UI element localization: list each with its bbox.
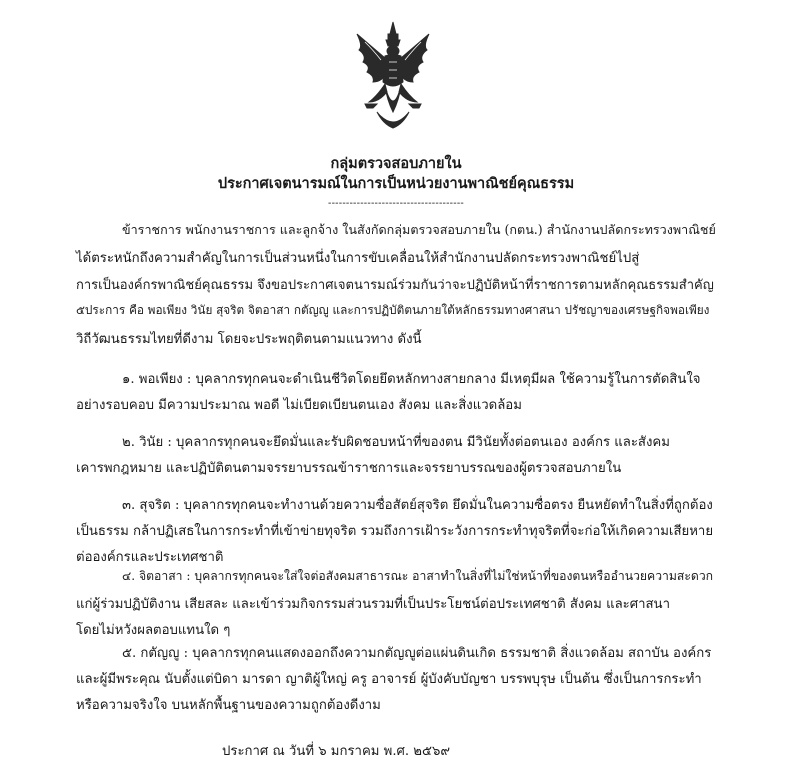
item-line: ๑. พอเพียง : บุคลากรทุกคนจะดำเนินชีวิตโดยยึดหลักทางสายกลาง มีเหตุมีผล ใช้ความรู้ในการตัดสินใจ — [122, 372, 701, 387]
item-line: ๒. วินัย : บุคลากรทุกคนจะยึดมั่นและรับผิดชอบหน้าที่ของตน มีวินัยทั้งต่อตนเอง องค์กร และสังคม — [122, 435, 670, 450]
item-line: ๕. กตัญญู : บุคลากรทุกคนแสดงออกถึงความกตัญญูต่อแผ่นดินเกิด ธรรมชาติ สิ่งแวดล้อม สถาบัน องค์กร — [122, 646, 712, 661]
item-line: ๓. สุจริต : บุคลากรทุกคนจะทำงานด้วยความซื่อสัตย์สุจริต ยึดมั่นในความซื่อตรง ยืนหยัดทำในสิ่งที่ถูกต้อง — [122, 498, 713, 513]
item-line: หรือความจริงใจ บนหลักพื้นฐานของความถูกต้องดีงาม — [76, 698, 381, 713]
title-divider: -------------------------------------- — [328, 198, 464, 209]
item-line: และผู้มีพระคุณ นับตั้งแต่บิดา มารดา ญาติผู้ใหญ่ ครู อาจารย์ ผู้บังคับบัญชา บรรพบุรุษ เป็นต้น ซึ่งเป็นการกระทำ — [76, 672, 702, 687]
intro-line: วิถีวัฒนธรรมไทยที่ดีงาม โดยจะประพฤติตนตามแนวทาง ดังนี้ — [76, 332, 422, 347]
item-line: เป็นธรรม กล้าปฏิเสธในการกระทำที่เข้าข่ายทุจริต รวมถึงการเฝ้าระวังการกระทำทุจริตที่จะก่อให้เกิดความเสียหาย — [76, 524, 714, 539]
document-title: ประกาศเจตนารมณ์ในการเป็นหน่วยงานพาณิชย์คุณธรรม — [217, 175, 575, 192]
garuda-emblem-icon — [343, 20, 443, 140]
item-line: อย่างรอบคอบ มีความประมาณ พอดี ไม่เบียดเบียนตนเอง สังคม และสิ่งแวดล้อม — [76, 398, 522, 413]
item-line: แก่ผู้ร่วมปฏิบัติงาน เสียสละ และเข้าร่วมกิจกรรมส่วนรวมที่เป็นประโยชน์ต่อประเทศชาติ สังคม และศาสนา — [76, 597, 670, 612]
organization-name: กลุ่มตรวจสอบภายใน — [330, 155, 462, 172]
intro-line: ๕ประการ คือ พอเพียง วินัย สุจริต จิตอาสา กตัญญู และการปฏิบัติตนภายใต้หลักธรรมทางศาสนา ปรัชญาของเศรษฐกิจพอเพียง — [76, 303, 710, 317]
announcement-date: ประกาศ ณ วันที่ ๖ มกราคม พ.ศ. ๒๕๖๙ — [222, 744, 450, 759]
intro-line: ข้าราชการ พนักงานราชการ และลูกจ้าง ในสังกัดกลุ่มตรวจสอบภายใน (กตน.) สำนักงานปลัดกระทรวงพาณิชย์ — [122, 222, 716, 237]
intro-line: การเป็นองค์กรพาณิชย์คุณธรรม จึงขอประกาศเจตนารมณ์ร่วมกันว่าจะปฏิบัติหน้าที่ราชการตามหลักคุณธรรมสำคัญ — [76, 278, 714, 293]
item-line: เคารพกฎหมาย และปฏิบัติตนตามจรรยาบรรณข้าราชการและจรรยาบรรณของผู้ตรวจสอบภายใน — [76, 461, 622, 476]
item-line: โดยไม่หวังผลตอบแทนใด ๆ — [76, 623, 231, 638]
intro-line: ได้ตระหนักถึงความสำคัญในการเป็นส่วนหนึ่งในการขับเคลื่อนให้สำนักงานปลัดกระทรวงพาณิชย์ไปสู่ — [76, 251, 640, 266]
item-line: ๔. จิตอาสา : บุคลากรทุกคนจะใส่ใจต่อสังคมสาธารณะ อาสาทำในสิ่งที่ไม่ใช่หน้าที่ของตนหรืออำนวยความสะดวก — [122, 569, 714, 583]
item-line: ต่อองค์กรและประเทศชาติ — [76, 550, 224, 565]
